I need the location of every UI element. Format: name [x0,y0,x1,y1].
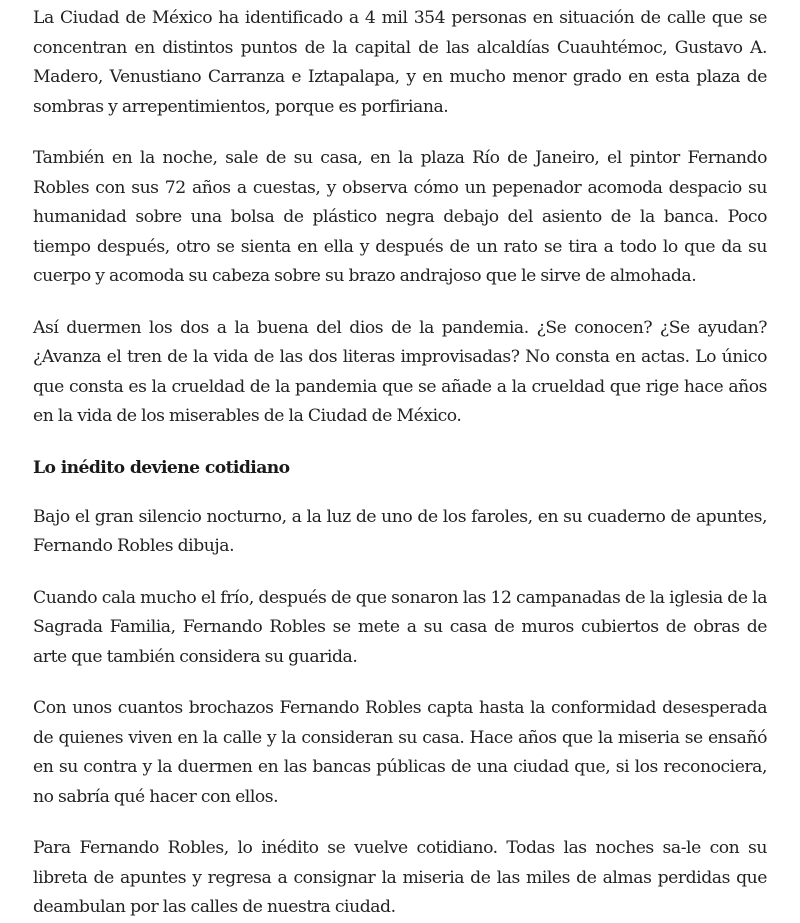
paragraph-homeless-count: La Ciudad de México ha identificado a 4 mil 354 personas en situación de calle que se concentran en distintos puntos de la capital de las alcaldías Cuauhtémoc, Gustavo A. Madero, Venustiano Carranza e Iztapalapa, y en mucho menor grado en esta plaza de sombras y arrepentimientos, porque es porfiriana. [33,8,767,117]
paragraph-painter-observes: También en la noche, sale de su casa, en la plaza Río de Janeiro, el pintor Fernando Robles con sus 72 años a cuestas, y observa cómo un pepenador acomoda despacio su humanidad sobre una bolsa de plástico negra debajo del asiento de la banca. Poco tiempo después, otro se sienta en ella y después de un rato se tira a todo lo que da su cuerpo y acomoda su cabeza sobre su brazo andrajoso que le sirve de almohada. [33,148,767,286]
paragraph-unprecedented-daily: Para Fernando Robles, lo inédito se vuelve cotidiano. Todas las noches sa-le con su libreta de apuntes y regresa a consignar la miseria de las miles de almas perdidas que deambulan por las calles de nuestra ciudad. [33,838,767,917]
paragraph-pandemic-cruelty: Así duermen los dos a la buena del dios de la pandemia. ¿Se conocen? ¿Se ayudan? ¿Avanza el tren de la vida de las dos literas improvisadas? No consta en actas. Lo único que consta es la crueldad de la pandemia que se añade a la crueldad que rige hace años en la vida de los miserables de la Ciudad de México. [33,317,767,426]
section-subheading: Lo inédito deviene cotidiano [33,457,290,478]
paragraph-brushstrokes: Con unos cuantos brochazos Fernando Robles capta hasta la conformidad desesperada de quienes viven en la calle y la consideran su casa. Hace años que la miseria se ensañó en su contra y la duermen en las bancas públicas de una ciudad que, si los reconociera, no sabría qué hacer con ellos. [33,698,767,807]
paragraph-painter-draws: Bajo el gran silencio nocturno, a la luz de uno de los faroles, en su cuaderno de apuntes, Fernando Robles dibuja. [33,506,767,556]
paragraph-cold-night: Cuando cala mucho el frío, después de que sonaron las 12 campanadas de la iglesia de la Sagrada Familia, Fernando Robles se mete a su casa de muros cubiertos de obras de arte que también considera su guarida. [33,587,767,667]
